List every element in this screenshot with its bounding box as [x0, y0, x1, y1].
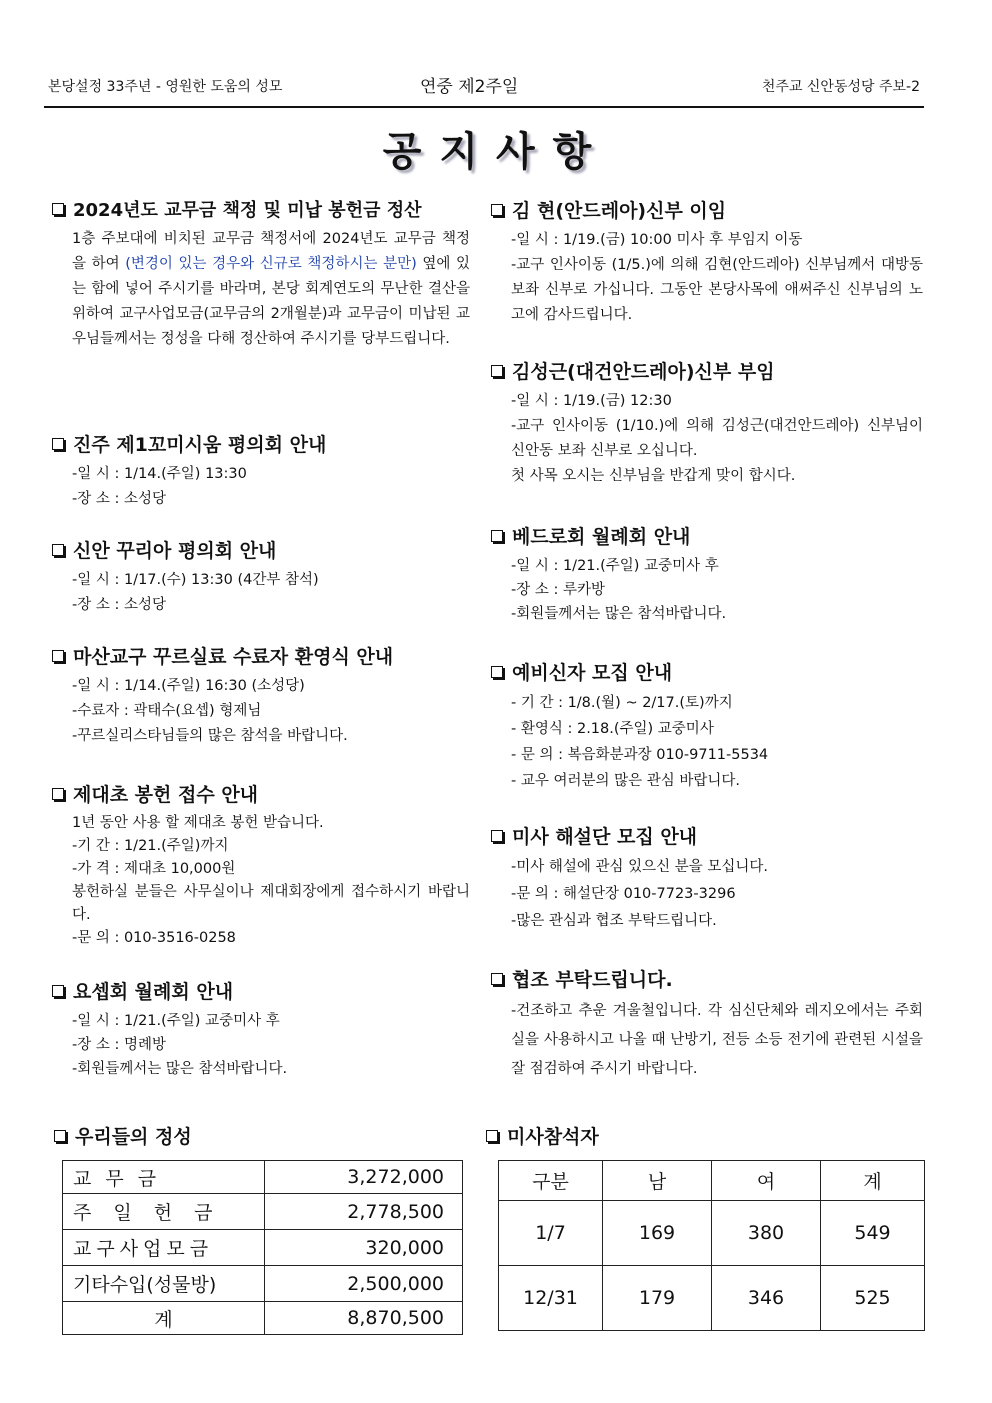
notice-tithe [52, 196, 472, 352]
notice-line: -일 시 : 1/19.(금) 10:00 미사 후 부임지 이동 [511, 232, 803, 248]
checkbox-bullet-icon [54, 1130, 66, 1142]
table-cell: 169 [603, 1201, 712, 1266]
checkbox-bullet-icon [491, 973, 503, 985]
notice-line: -일 시 : 1/14.(주일) 16:30 (소성당) [72, 678, 305, 694]
notice-line: -문 의 : 해설단장 010-7723-3296 [511, 886, 736, 902]
notice-line: -많은 관심과 협조 부탁드립니다. [511, 913, 717, 929]
offering-amount: 2,500,000 [265, 1266, 463, 1302]
notice-line: - 문 의 : 복음화분과장 010-9711-5534 [511, 747, 769, 763]
table-cell: 1/7 [499, 1201, 603, 1266]
notice-line: -교구 인사이동 (1/10.)에 의해 김성근(대건안드레아) 신부님이 신안동 보좌 신부로 오십니다. [511, 418, 923, 459]
notice-line: -장 소 : 소성당 [72, 491, 166, 507]
attendance-title: 미사참석자 [486, 1122, 599, 1149]
notice-line: -일 시 : 1/17.(수) 13:30 (4간부 참석) [72, 572, 319, 588]
notice-curia [52, 536, 472, 618]
offering-label: 주 일 헌 금 [63, 1194, 265, 1230]
notice-altar-candle [52, 780, 472, 950]
notice-title: 마산교구 꾸르실료 수료자 환영식 안내 [73, 646, 394, 668]
table-row [63, 1302, 463, 1335]
offering-label: 교구사업모금 [63, 1230, 265, 1266]
offerings-title: 우리들의 정성 [54, 1122, 192, 1149]
notice-line: -회원들께서는 많은 참석바랍니다. [72, 1061, 288, 1077]
notice-title: 김 현(안드레아)신부 이임 [512, 200, 727, 222]
checkbox-bullet-icon [52, 985, 64, 997]
column-header: 남 [603, 1161, 712, 1201]
notice-line: -기 간 : 1/21.(주일)까지 [72, 838, 229, 854]
table-cell: 12/31 [499, 1266, 603, 1331]
checkbox-bullet-icon [52, 438, 64, 450]
header-center: 연중 제2주일 [420, 77, 519, 97]
table-row [63, 1230, 463, 1266]
notice-line: - 환영식 : 2.18.(주일) 교중미사 [511, 721, 714, 737]
offering-amount: 2,778,500 [265, 1194, 463, 1230]
notice-line: -장 소 : 루카방 [511, 582, 605, 598]
notice-title: 협조 부탁드립니다. [512, 969, 673, 991]
notice-comitium [52, 430, 472, 512]
notice-peter [491, 522, 923, 626]
highlight-text: (변경이 있는 경우와 신규로 책정하시는 분만) [125, 256, 417, 272]
notice-line: -가 격 : 제대초 10,000원 [72, 861, 236, 877]
table-cell: 380 [712, 1201, 821, 1266]
header-rule [44, 106, 924, 108]
notice-line: 봉헌하실 분들은 사무실이나 제대회장에게 접수하시기 바랍니다. [72, 884, 470, 923]
checkbox-bullet-icon [52, 788, 64, 800]
notice-line: - 교우 여러분의 많은 관심 바랍니다. [511, 773, 740, 789]
notice-line: -건조하고 추운 겨울철입니다. 각 심신단체와 레지오에서는 주회실을 사용하시고 나올 때 난방기, 전등 소등 전기에 관련된 시설을 잘 점검하여 주시기 바랍니다. [511, 1003, 923, 1077]
checkbox-bullet-icon [491, 530, 503, 542]
notice-line: -일 시 : 1/14.(주일) 13:30 [72, 466, 247, 482]
notice-title: 김성근(대건안드레아)신부 부임 [512, 361, 775, 383]
attendance-table [498, 1160, 925, 1331]
checkbox-bullet-icon [491, 204, 503, 216]
table-row [63, 1194, 463, 1230]
checkbox-bullet-icon [491, 830, 503, 842]
table-row [63, 1161, 463, 1194]
offerings-table [62, 1160, 463, 1335]
notice-line: -교구 인사이동 (1/5.)에 의해 김현(안드레아) 신부님께서 대방동 보좌 신부로 가십니다. 그동안 본당사목에 애써주신 신부님의 노고에 감사드립니다. [511, 257, 923, 323]
notice-line: -일 시 : 1/19.(금) 12:30 [511, 393, 672, 409]
table-cell: 346 [712, 1266, 821, 1331]
offering-label: 기타수입(성물방) [63, 1266, 265, 1302]
notice-title: 미사 해설단 모집 안내 [512, 826, 698, 848]
table-cell: 179 [603, 1266, 712, 1331]
table-row [499, 1266, 925, 1331]
notice-line: -장 소 : 명례방 [72, 1037, 166, 1053]
notice-cursillo [52, 642, 472, 749]
notice-line: 1년 동안 사용 할 제대초 봉헌 받습니다. [72, 815, 324, 831]
notice-cooperation [491, 965, 923, 1084]
notice-title: 신안 꾸리아 평의회 안내 [73, 540, 277, 562]
notice-title: 진주 제1꼬미시움 평의회 안내 [73, 434, 327, 456]
table-header-row [499, 1161, 925, 1201]
notice-line: -장 소 : 소성당 [72, 597, 166, 613]
page-title: 공지사항 [382, 129, 610, 175]
notice-joseph [52, 977, 472, 1081]
checkbox-bullet-icon [491, 365, 503, 377]
notice-line: -일 시 : 1/21.(주일) 교중미사 후 [511, 558, 719, 574]
notice-kimseonggeun [491, 357, 923, 489]
notice-kimhyun [491, 196, 923, 328]
table-cell: 549 [821, 1201, 925, 1266]
column-header: 구분 [499, 1161, 603, 1201]
header-right: 천주교 신안동성당 주보-2 [761, 79, 920, 95]
table-cell: 525 [821, 1266, 925, 1331]
bulletin-header [44, 74, 924, 100]
header-left: 본당설정 33주년 - 영원한 도움의 성모 [48, 79, 283, 95]
notice-line: - 기 간 : 1/8.(월) ~ 2/17.(토)까지 [511, 695, 733, 711]
checkbox-bullet-icon [491, 666, 503, 678]
notice-line: -꾸르실리스타님들의 많은 참석을 바랍니다. [72, 728, 348, 744]
offering-amount: 320,000 [265, 1230, 463, 1266]
checkbox-bullet-icon [52, 650, 64, 662]
notice-line: -일 시 : 1/21.(주일) 교중미사 후 [72, 1013, 280, 1029]
notice-text: 1층 주보대에 비치된 교무금 책정서에 2024년도 교무금 책정을 하여 (변경이 있는 경우와 신규로 책정하시는 분만) 옆에 있는 함에 넣어 주시기를 바라며, 본당 회계연도의 무난한 결산을 위하여 교구사업모금(교무금의 2개월분)과 교무금이 미납된 교우님들께서는 정성을 다해 정산하여 주시기를 당부드립니다. [72, 231, 470, 347]
column-header: 여 [712, 1161, 821, 1201]
offering-label: 계 [63, 1302, 265, 1335]
notice-line: -수료자 : 곽태수(요셉) 형제님 [72, 703, 262, 719]
offering-amount: 3,272,000 [265, 1161, 463, 1194]
table-row [63, 1266, 463, 1302]
checkbox-bullet-icon [52, 203, 64, 215]
notice-commentator [491, 822, 923, 935]
notice-line: 첫 사목 오시는 신부님을 반갑게 맞이 합시다. [511, 468, 796, 484]
notice-title: 제대초 봉헌 접수 안내 [73, 784, 259, 806]
checkbox-bullet-icon [486, 1130, 498, 1142]
notice-title: 2024년도 교무금 책정 및 미납 봉헌금 정산 [73, 200, 422, 221]
notice-line: -미사 해설에 관심 있으신 분을 모십니다. [511, 859, 768, 875]
offering-amount: 8,870,500 [265, 1302, 463, 1335]
checkbox-bullet-icon [52, 544, 64, 556]
notice-line: -회원들께서는 많은 참석바랍니다. [511, 606, 727, 622]
notice-title: 베드로회 월례회 안내 [512, 526, 691, 548]
notice-title: 예비신자 모집 안내 [512, 662, 673, 684]
table-row [499, 1201, 925, 1266]
offering-label: 교 무 금 [63, 1161, 265, 1194]
notice-line: -문 의 : 010-3516-0258 [72, 930, 236, 946]
notice-title: 요셉회 월례회 안내 [73, 981, 234, 1003]
notice-catechumen [491, 658, 923, 794]
column-header: 계 [821, 1161, 925, 1201]
